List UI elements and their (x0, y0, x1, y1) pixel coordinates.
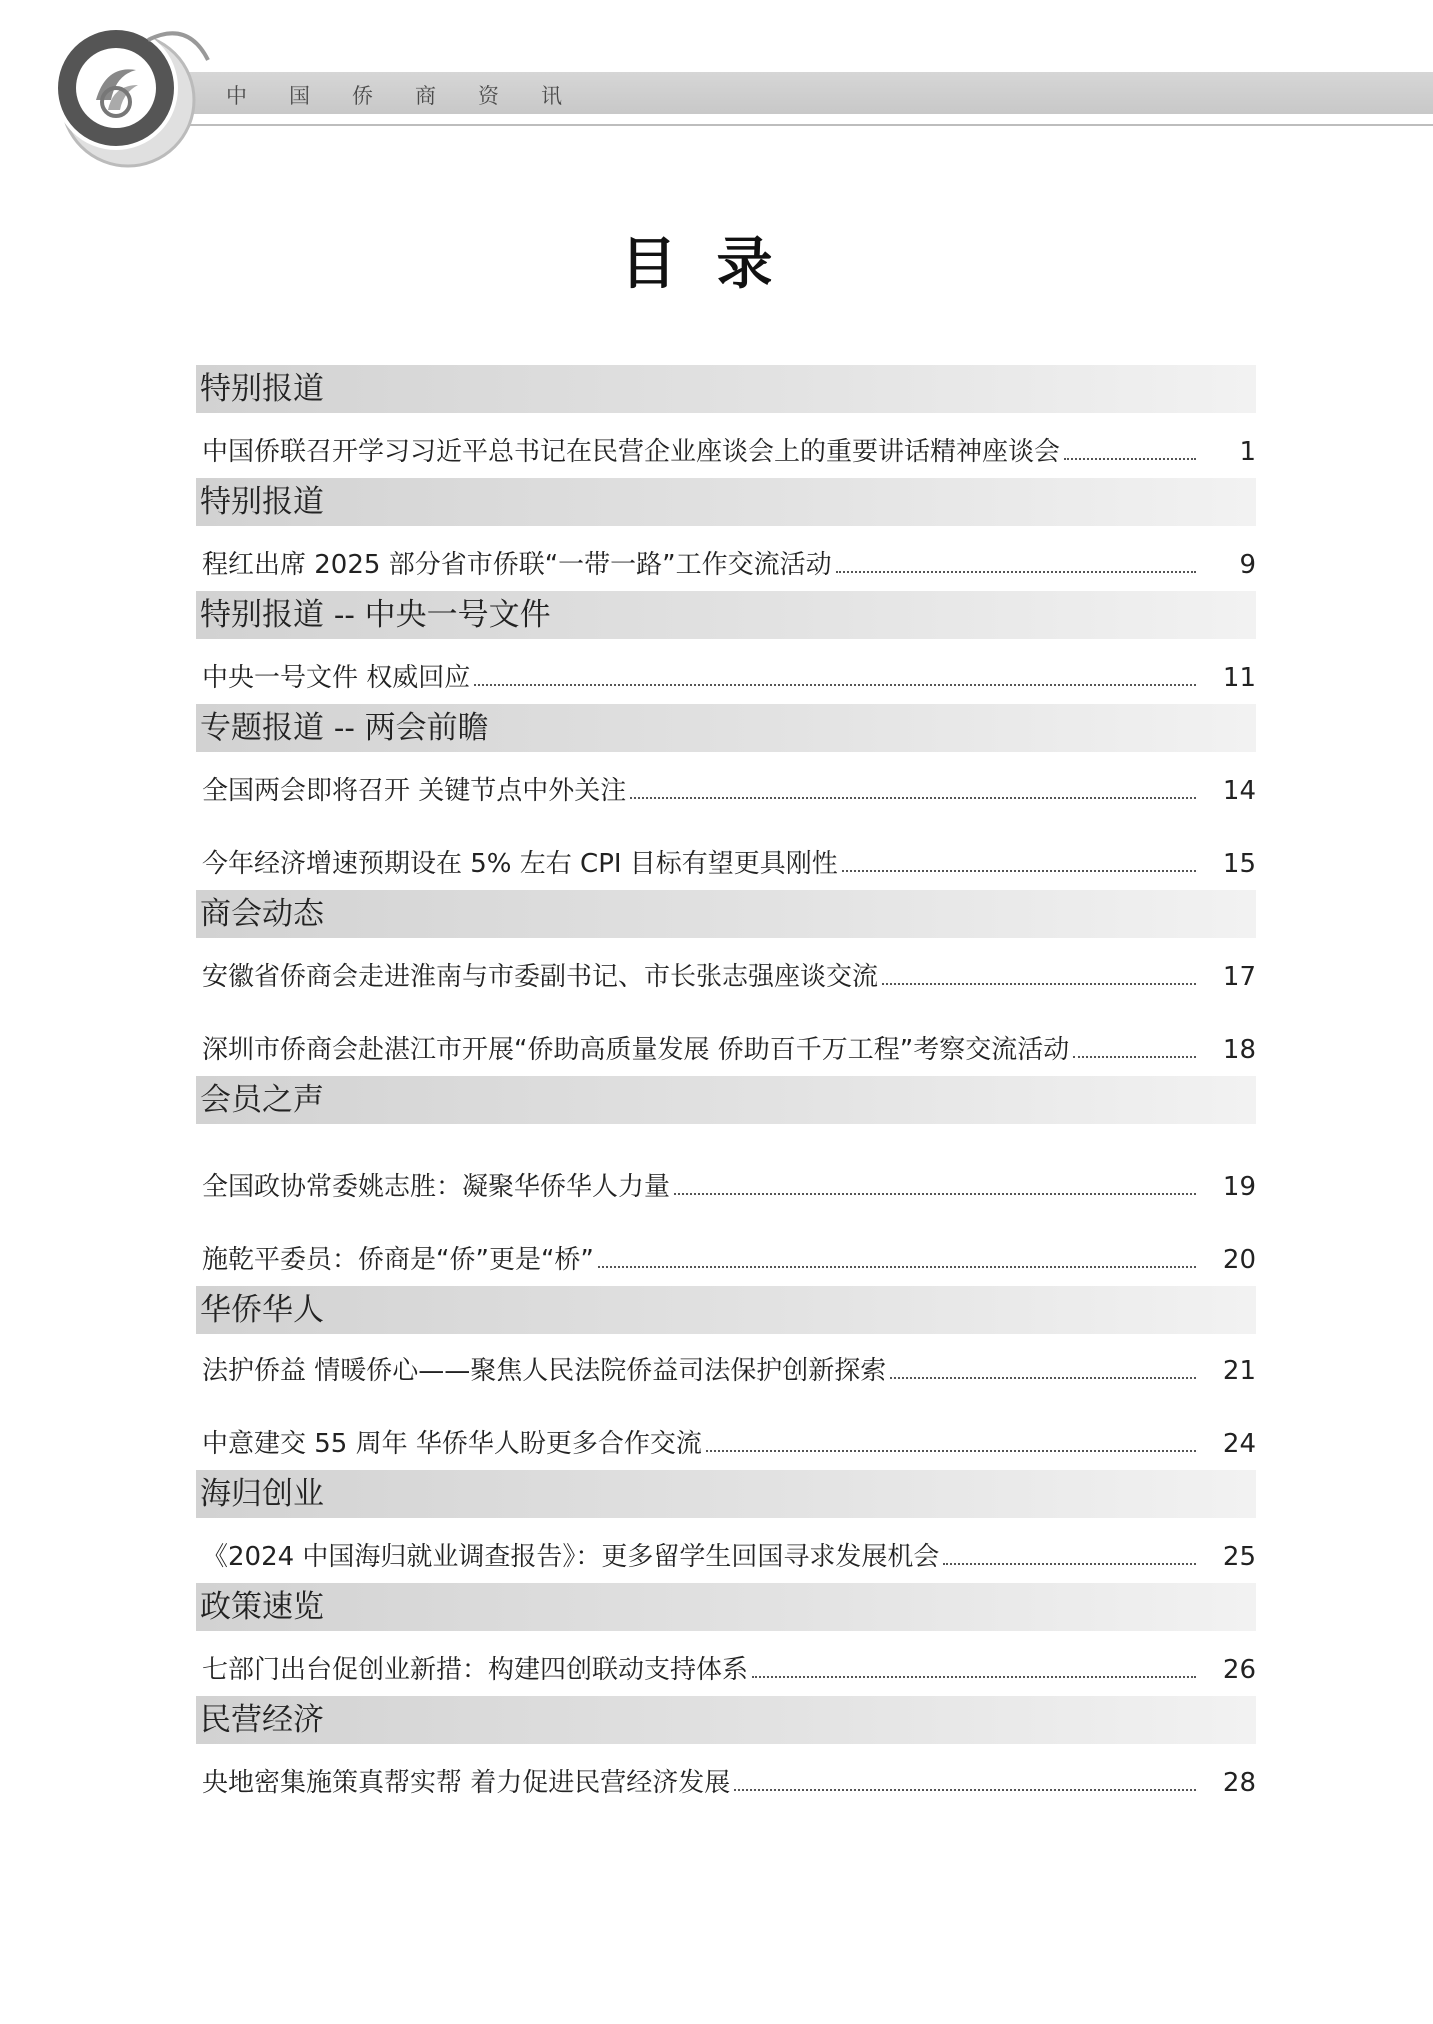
toc-section-heading: 特别报道 (196, 365, 1256, 413)
toc-entry[interactable] (196, 431, 1256, 468)
toc-page-number: 21 (1222, 1356, 1256, 1386)
toc-entry[interactable] (196, 1423, 1256, 1460)
dot-leader (1064, 458, 1196, 460)
dot-leader (1073, 1056, 1196, 1058)
dot-leader (752, 1676, 1196, 1678)
toc-entry[interactable] (196, 770, 1256, 807)
dot-leader (842, 870, 1196, 872)
toc-page-number: 26 (1222, 1655, 1256, 1685)
toc-section-heading: 政策速览 (196, 1583, 1256, 1631)
toc-entry-title: 安徽省侨商会走进淮南与市委副书记、市长张志强座谈交流 (202, 962, 879, 992)
toc-section-heading: 华侨华人 (196, 1286, 1256, 1334)
dot-leader (706, 1450, 1196, 1452)
toc-page-number: 17 (1222, 962, 1256, 992)
toc-page-number: 25 (1222, 1542, 1256, 1572)
toc-section-heading: 商会动态 (196, 890, 1256, 938)
dot-leader (598, 1266, 1196, 1268)
toc-page-number: 9 (1239, 550, 1256, 580)
toc-entry-title: 央地密集施策真帮实帮 着力促进民营经济发展 (202, 1768, 731, 1798)
dot-leader (474, 684, 1196, 686)
toc-page-number: 11 (1222, 663, 1256, 693)
dot-leader (630, 797, 1196, 799)
dot-leader (943, 1563, 1196, 1565)
dot-leader (882, 983, 1196, 985)
toc-page-number: 14 (1222, 776, 1256, 806)
toc-entry-title: 全国两会即将召开 关键节点中外关注 (202, 776, 627, 806)
toc-entry-title: 中意建交 55 周年 华侨华人盼更多合作交流 (202, 1429, 702, 1459)
toc-page-number: 18 (1222, 1035, 1256, 1065)
dot-leader (836, 571, 1196, 573)
toc-entry[interactable] (196, 1649, 1256, 1686)
toc-entry[interactable] (196, 843, 1256, 880)
toc-entry[interactable] (196, 1350, 1256, 1387)
toc-entry[interactable] (196, 1536, 1256, 1573)
toc-entry[interactable] (196, 544, 1256, 581)
toc-section-heading: 海归创业 (196, 1470, 1256, 1518)
toc-entry-title: 程红出席 2025 部分省市侨联“一带一路”工作交流活动 (202, 550, 832, 580)
toc-page-number: 24 (1222, 1429, 1256, 1459)
dot-leader (734, 1789, 1196, 1791)
toc-entry-title: 《2024 中国海归就业调查报告》：更多留学生回国寻求发展机会 (202, 1542, 940, 1572)
toc-page-number: 20 (1222, 1245, 1256, 1275)
toc-section-heading: 特别报道 (196, 478, 1256, 526)
dot-leader (674, 1193, 1196, 1195)
toc-section-heading: 会员之声 (196, 1076, 1256, 1124)
toc-page-number: 19 (1222, 1172, 1256, 1202)
page-title: 目录 (620, 232, 813, 297)
toc-entry[interactable] (196, 1762, 1256, 1799)
header-divider (190, 124, 1433, 126)
toc-section-heading: 专题报道 -- 两会前瞻 (196, 704, 1256, 752)
toc-entry[interactable] (196, 657, 1256, 694)
association-logo-icon (48, 10, 218, 170)
toc-entry-title: 全国政协常委姚志胜：凝聚华侨华人力量 (202, 1172, 671, 1202)
toc-page-number: 15 (1222, 849, 1256, 879)
dot-leader (890, 1377, 1196, 1379)
toc-section-heading: 特别报道 -- 中央一号文件 (196, 591, 1256, 639)
toc-entry-title: 深圳市侨商会赴湛江市开展“侨助高质量发展 侨助百千万工程”考察交流活动 (202, 1035, 1070, 1065)
table-of-contents (196, 365, 1256, 1807)
toc-entry-title: 法护侨益 情暖侨心——聚焦人民法院侨益司法保护创新探索 (202, 1356, 887, 1386)
toc-entry-title: 施乾平委员：侨商是“侨”更是“桥” (202, 1245, 594, 1275)
toc-entry[interactable] (196, 1239, 1256, 1276)
toc-entry-title: 中国侨联召开学习习近平总书记在民营企业座谈会上的重要讲话精神座谈会 (202, 437, 1061, 467)
toc-entry[interactable] (196, 1166, 1256, 1203)
toc-page-number: 1 (1239, 437, 1256, 467)
toc-entry[interactable] (196, 956, 1256, 993)
toc-page-number: 28 (1222, 1768, 1256, 1798)
toc-section-heading: 民营经济 (196, 1696, 1256, 1744)
toc-entry-title: 中央一号文件 权威回应 (202, 663, 471, 693)
header-title: 中国侨商资讯 (226, 84, 604, 108)
toc-entry[interactable] (196, 1029, 1256, 1066)
toc-entry-title: 七部门出台促创业新措：构建四创联动支持体系 (202, 1655, 749, 1685)
toc-entry-title: 今年经济增速预期设在 5% 左右 CPI 目标有望更具刚性 (202, 849, 838, 879)
